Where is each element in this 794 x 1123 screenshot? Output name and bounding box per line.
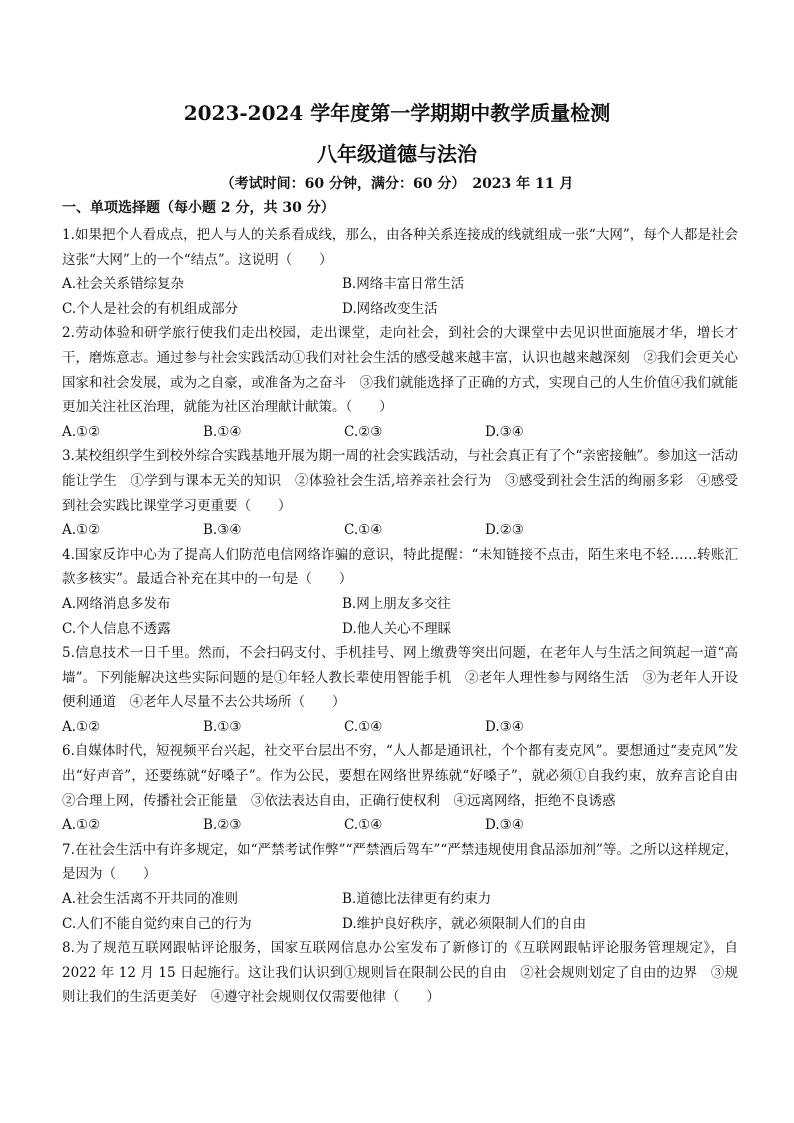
option-c: C.个人信息不透露: [62, 620, 171, 637]
question-text: 7.在社会生活中有许多规定，如“严禁考试作弊”“严禁酒后驾车”“严禁违规使用食品添加剂”等。之所以这样规定，是因为（ ）: [62, 841, 738, 883]
option-a: A.①②: [62, 423, 101, 440]
option-d: D.③④: [485, 423, 524, 440]
option-a: A.①②: [62, 817, 101, 834]
option-c: C.②③: [344, 423, 383, 440]
question-text: 5.信息技术一日千里。然而，不会扫码支付、手机挂号、网上缴费等突出问题，在老年人与生活之间筑起一道“高墙”。下列能解决这些实际问题的是①年轻人教长辈使用智能手机 ②老年人理性参与网络生活 ③为老年人开设便利通道 ④老年人尽量不去公共场所（ ）: [62, 645, 738, 711]
question-text: 2.劳动体验和研学旅行使我们走出校园，走出课堂，走向社会，到社会的大课堂中去见识世面施展才华，增长才干，磨炼意志。通过参与社会实践活动①我们对社会生活的感受越来越丰富，认识也越来越深刻 ②我们会更关心国家和社会发展，或为之自豪，或准备为之奋斗 ③我们就能选择了正确的方式，实现自己的人生价值④我们就能更加关注社区治理，就能为社区治理献计献策。（ ）: [62, 325, 738, 416]
option-a: A.网络消息多发布: [62, 595, 171, 612]
option-c: C.人们不能自觉约束自己的行为: [62, 915, 252, 932]
question-8: [62, 936, 738, 1010]
question-text: 8.为了规范互联网跟帖评论服务，国家互联网信息办公室发布了新修订的《互联网跟帖评论服务管理规定》，自 2022 年 12 月 15 日起施行。这让我们认识到①规则旨在限制公民的自由 ②社会规则划定了自由的边界 ③规则让我们的生活更美好 ④遵守社会规则仅仅需要他律（ ）: [62, 940, 738, 1006]
question-list: [62, 223, 752, 1010]
question-3: [62, 444, 738, 542]
option-b: B.网络丰富日常生活: [342, 276, 465, 293]
option-d: D.③④: [485, 718, 524, 735]
option-d: D.他人关心不理睬: [342, 620, 452, 637]
option-c: C.①④: [344, 718, 383, 735]
option-b: B.道德比法律更有约束力: [342, 891, 492, 908]
options: [62, 272, 738, 321]
option-d: D.②③: [485, 522, 524, 539]
options: [62, 518, 738, 543]
exam-title: 2023-2024 学年度第一学期期中教学质量检测: [183, 101, 611, 125]
option-c: C.个人是社会的有机组成部分: [62, 300, 239, 317]
option-c: C.①④: [344, 522, 383, 539]
question-text: 4.国家反诈中心为了提高人们防范电信网络诈骗的意识，特此提醒：“未知链接不点击，陌生来电不轻……转账汇款多核实”。最适合补充在其中的一句是（ ）: [62, 546, 738, 588]
option-d: D.维护良好秩序，就必须限制人们的自由: [342, 915, 587, 932]
option-a: A.社会关系错综复杂: [62, 276, 185, 293]
options: [62, 420, 738, 445]
option-b: B.网上朋友多交往: [342, 595, 451, 612]
options: [62, 887, 738, 936]
exam-info: （考试时间：60 分钟，满分：60 分） 2023 年 11 月: [220, 176, 574, 192]
option-b: B.②③: [203, 817, 242, 834]
question-6: [62, 739, 752, 837]
question-5: [62, 641, 738, 739]
options: [62, 592, 738, 641]
option-b: B.①③: [203, 718, 242, 735]
options: [62, 715, 738, 740]
section-heading: 一、单项选择题（每小题 2 分，共 30 分）: [62, 200, 335, 216]
exam-subject: 八年级道德与法治: [317, 142, 477, 166]
option-c: C.①④: [344, 817, 383, 834]
question-1: [62, 223, 738, 321]
option-d: D.网络改变生活: [342, 300, 438, 317]
question-text: 6.自媒体时代，短视频平台兴起，社交平台层出不穷，“人人都是通讯社，个个都有麦克风”。要想通过“麦克风”发出“好声音”，还要练就“好嗓子”。作为公民，要想在网络世界练就“好嗓子”，就必须①自我约束，放弃言论自由 ②合理上网，传播社会正能量 ③依法表达自由，正确行使权利 ④远离网络，拒绝不良诱惑: [62, 743, 752, 809]
option-a: A.①②: [62, 718, 101, 735]
option-b: B.③④: [203, 522, 242, 539]
question-2: [62, 321, 738, 444]
question-text: 3.某校组织学生到校外综合实践基地开展为期一周的社会实践活动，与社会真正有了个“亲密接触”。参加这一活动能让学生 ①学到与课本无关的知识 ②体验社会生活,培养亲社会行为 ③感受到社会生活的绚丽多彩 ④感受到社会实践比课堂学习更重要（ ）: [62, 448, 738, 514]
option-a: A.①②: [62, 522, 101, 539]
question-4: [62, 543, 738, 641]
option-d: D.③④: [485, 817, 524, 834]
option-a: A.社会生活离不开共同的准则: [62, 891, 239, 908]
question-7: [62, 838, 738, 936]
question-text: 1.如果把个人看成点，把人与人的关系看成线，那么，由各种关系连接成的线就组成一张“大网”，每个人都是社会这张“大网”上的一个“结点”。这说明（ ）: [62, 227, 738, 268]
options: [62, 813, 738, 838]
option-b: B.①④: [203, 423, 242, 440]
